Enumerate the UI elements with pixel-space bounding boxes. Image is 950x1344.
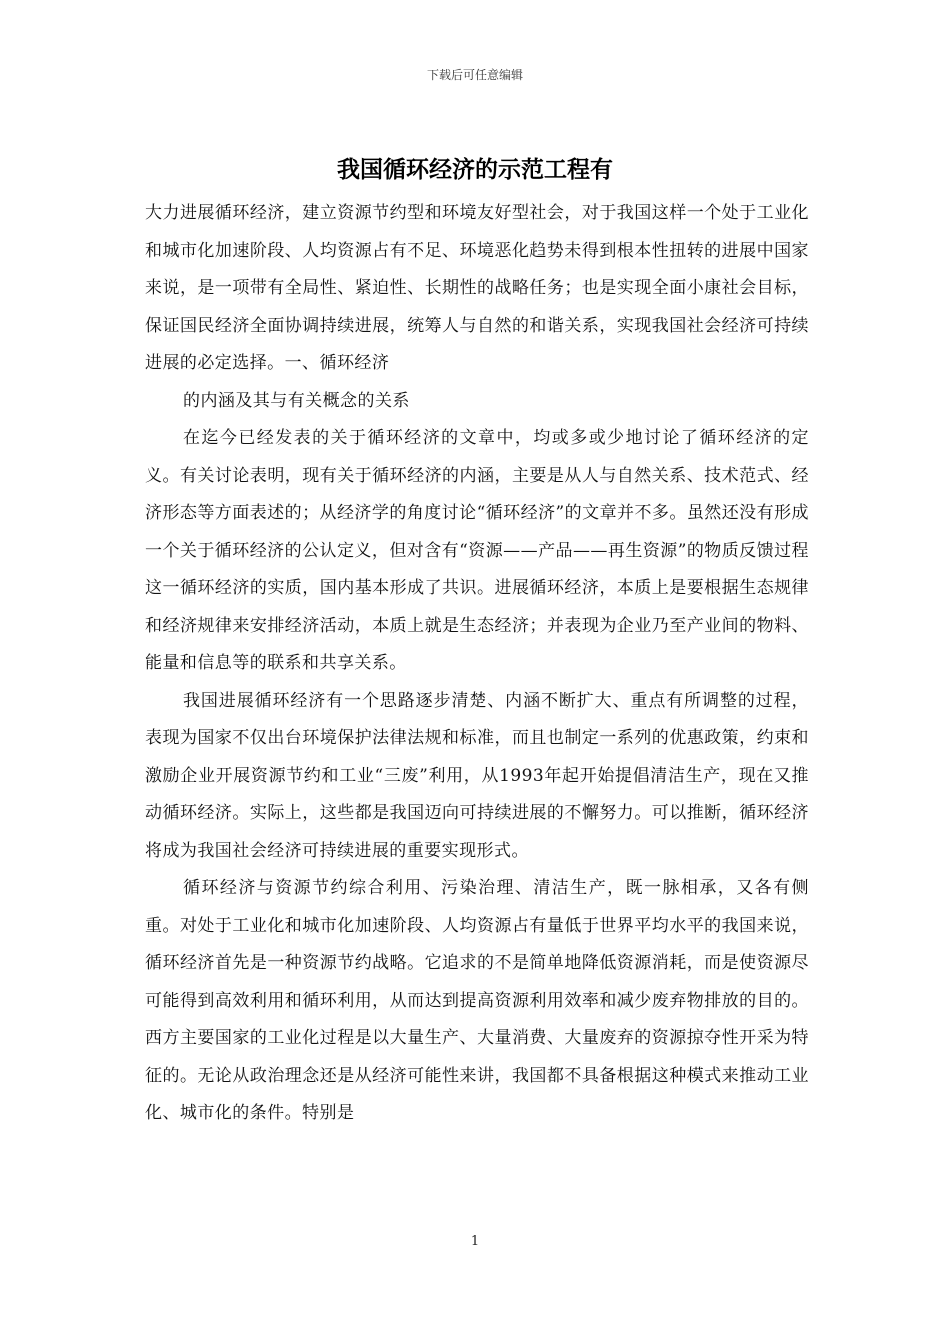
paragraph-development: 我国进展循环经济有一个思路逐步清楚、内涵不断扩大、重点有所调整的过程，表现为国家不仅出台环境保护法律法规和标准，而且也制定一系列的优惠政策，约束和激励企业开展资源节约和工业“三废”利用，从1993年起开始提倡清洁生产，现在又推动循环经济。实际上，这些都是我国迈向可持续进展的不懈努力。可以推断，循环经济将成为我国社会经济可持续进展的重要实现形式。 [145, 690, 809, 861]
paragraph-relationship: 循环经济与资源节约综合利用、污染治理、清洁生产，既一脉相承，又各有侧重。对处于工业化和城市化加速阶段、人均资源占有量低于世界平均水平的我国来说，循环经济首先是一种资源节约战略。它追求的不是简单地降低资源消耗，而是使资源尽可能得到高效利用和循环利用，从而达到提高资源利用效率和减少废弃物排放的目的。西方主要国家的工业化过程是以大量生产、大量消费、大量废弃的资源掠夺性开采为特征的。无论从政治理念还是从经济可能性来讲，我国都不具备根据这种模式来推动工业化、城市化的条件。特别是 [145, 878, 809, 1123]
paragraph-intro: 大力进展循环经济，建立资源节约型和环境友好型社会，对于我国这样一个处于工业化和城市化加速阶段、人均资源占有不足、环境恶化趋势未得到根本性扭转的进展中国家来说，是一项带有全局性、紧迫性、长期性的战略任务；也是实现全面小康社会目标，保证国民经济全面协调持续进展，统筹人与自然的和谐关系，实现我国社会经济可持续进展的必定选择。一、循环经济 [145, 203, 809, 373]
paragraph-definition: 在迄今已经发表的关于循环经济的文章中，均或多或少地讨论了循环经济的定义。有关讨论表明，现有关于循环经济的内涵，主要是从人与自然关系、技术范式、经济形态等方面表述的；从经济学的角度讨论“循环经济”的文章并不多。虽然还没有形成一个关于循环经济的公认定义，但对含有“资源——产品——再生资源”的物质反馈过程这一循环经济的实质，国内基本形成了共识。进展循环经济，本质上是要根据生态规律和经济规律来安排经济活动，本质上就是生态经济；并表现为企业乃至产业间的物料、能量和信息等的联系和共享关系。 [145, 428, 809, 673]
paragraph-section-heading-continuation: 的内涵及其与有关概念的关系 [183, 390, 410, 411]
document-body [145, 195, 809, 1133]
document-title: 我国循环经济的示范工程有 [337, 157, 613, 183]
header-note: 下载后可任意编辑 [426, 68, 523, 82]
page-number: 1 [470, 1234, 480, 1249]
